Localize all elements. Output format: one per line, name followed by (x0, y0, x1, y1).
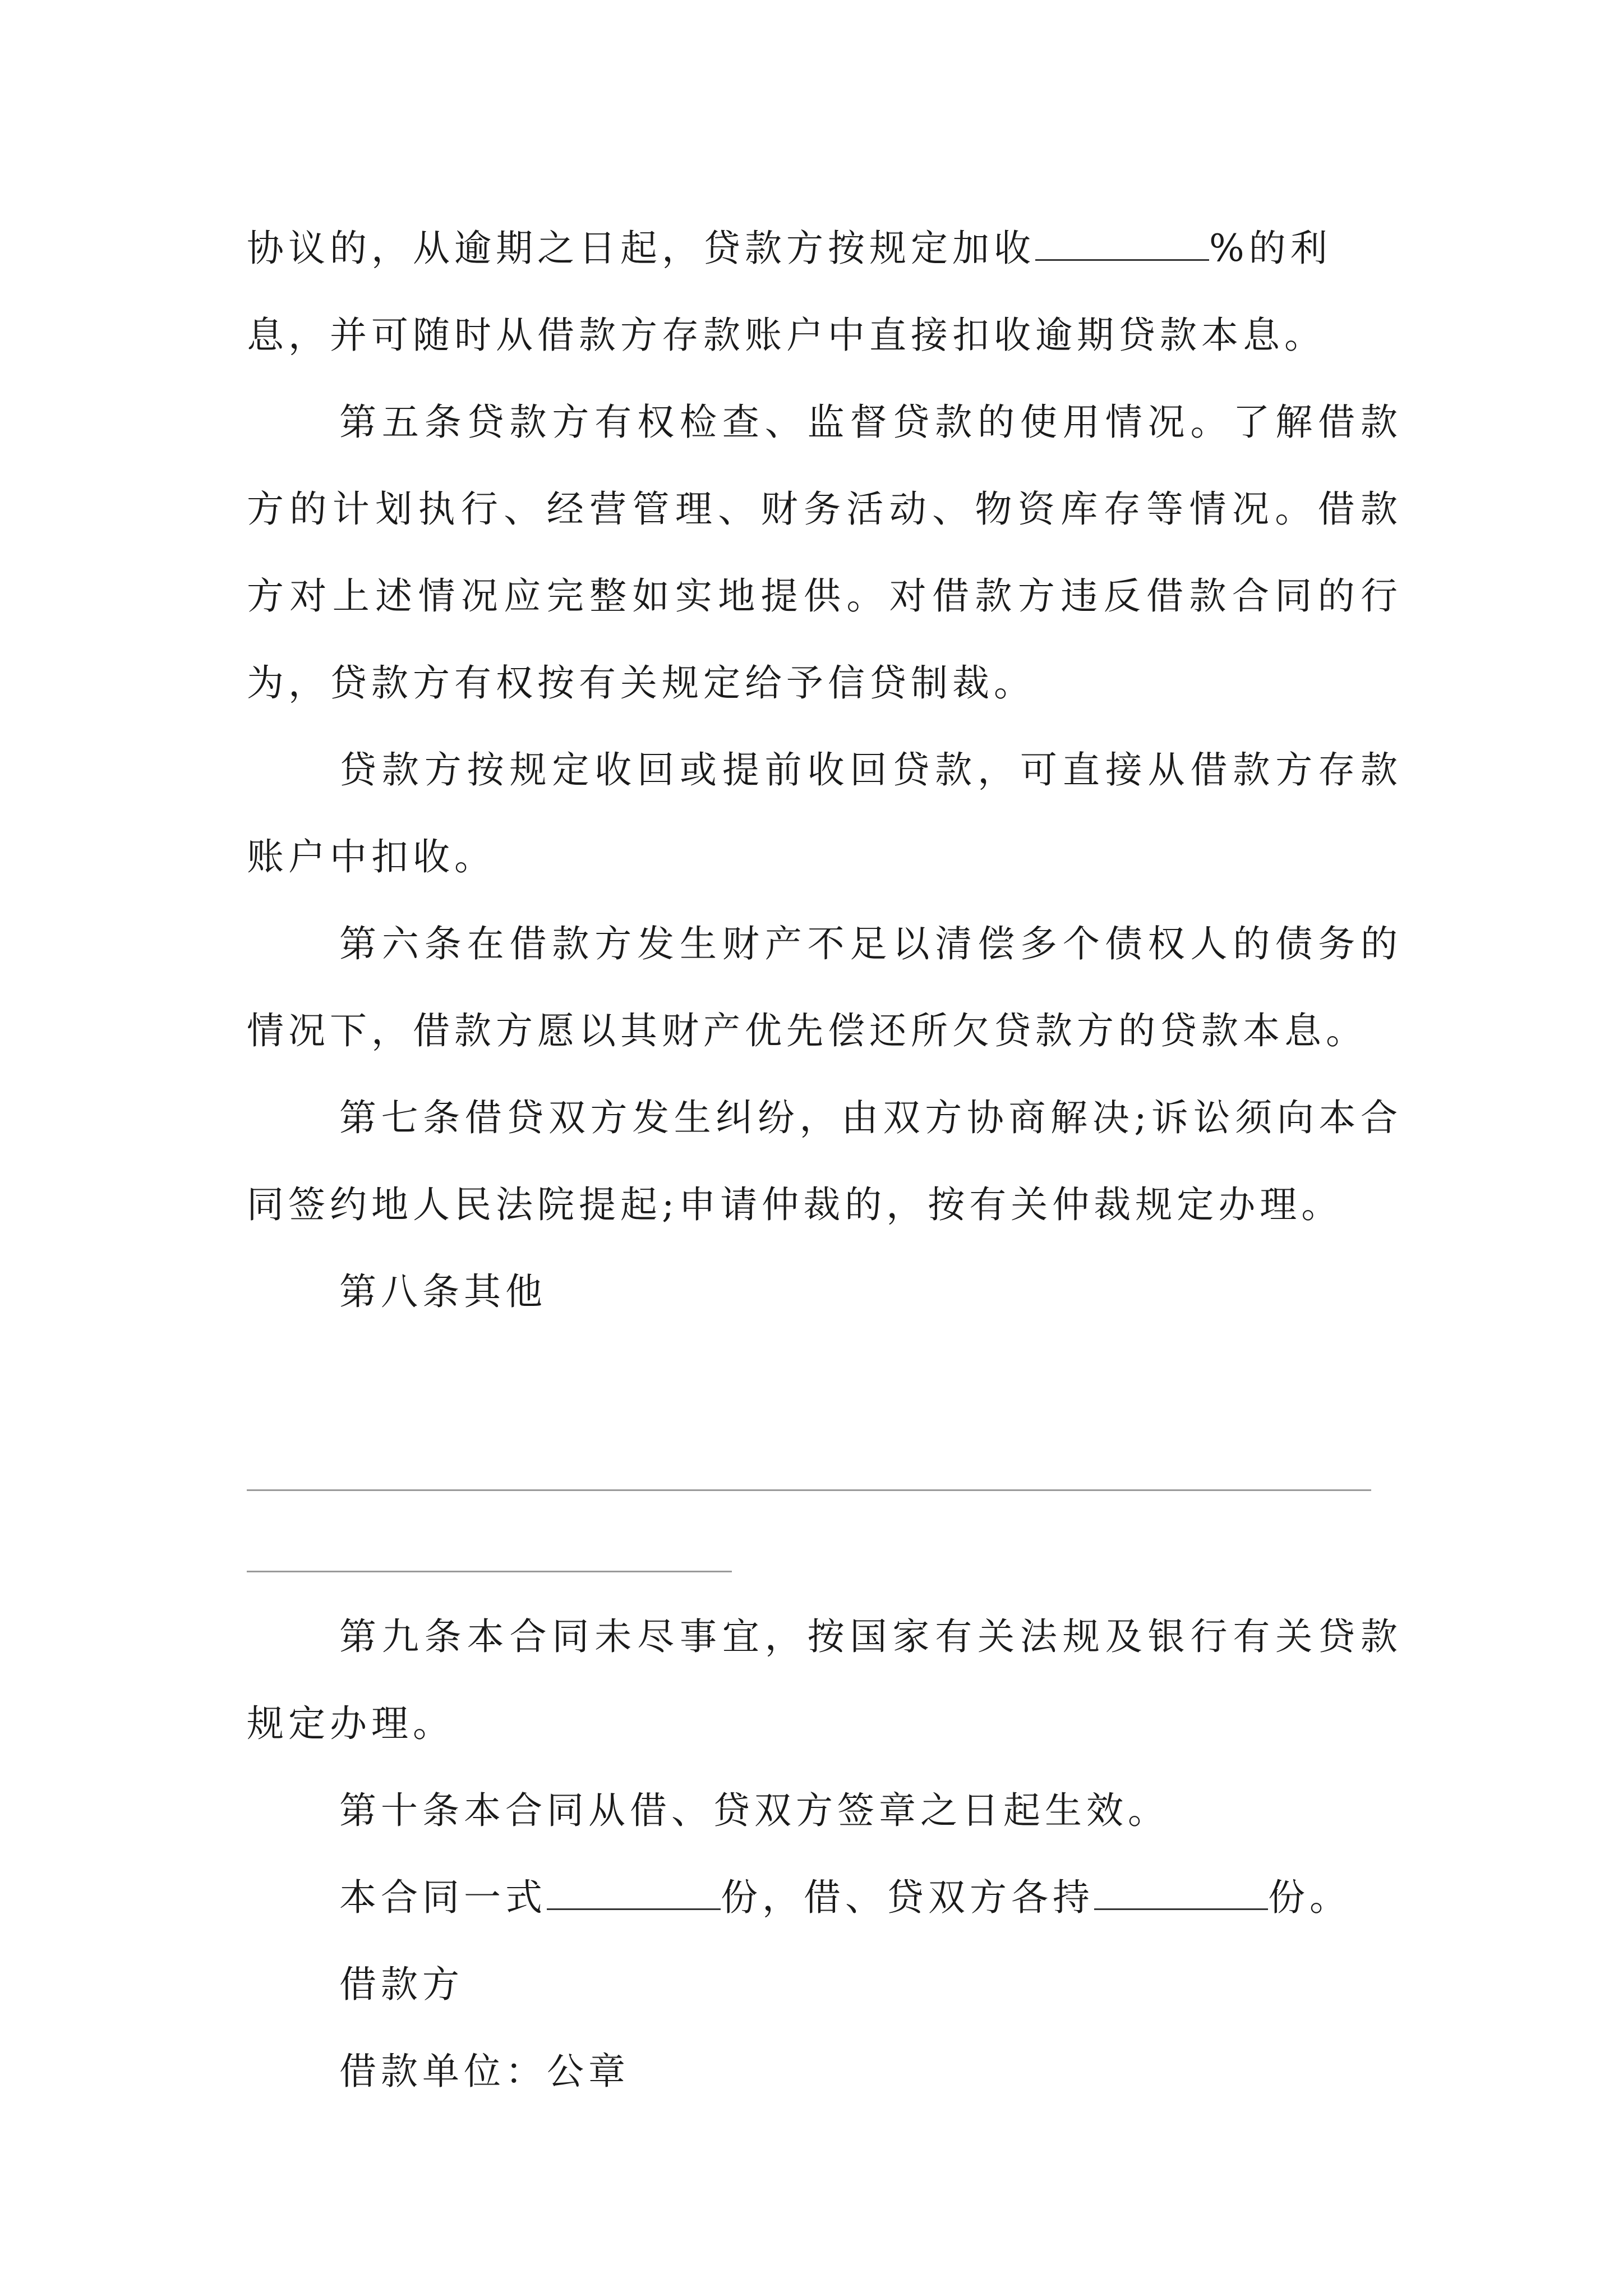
article-5: 第五条贷款方有权检查、监督贷款的使用情况。了解借款方的计划执行、经营管理、财务活动、物资库存等情况。借款方对上述情况应完整如实地提供。对借款方违反借款合同的行为，贷款方有权按有关规定给予信贷制裁。 (247, 401, 1402, 705)
copies-clause (247, 1854, 1402, 1941)
borrower-label: 借款方 (339, 1963, 464, 2006)
document-body-bottom (247, 1593, 1402, 2115)
article-7: 第七条借贷双方发生纠纷，由双方协商解决;诉讼须向本合同签约地人民法院提起;申请仲裁的，按有关仲裁规定办理。 (247, 1096, 1402, 1226)
overdue-line-1 (247, 227, 1332, 270)
copies-text-1: 本合同一式 (339, 1876, 547, 1919)
fill-in-line-short (247, 1571, 732, 1572)
article-8: 第八条其他 (339, 1270, 547, 1313)
article-10: 第十条本合同从借、贷双方签章之日起生效。 (339, 1789, 1169, 1832)
copies-text-3: 份。 (1268, 1876, 1351, 1919)
overdue-text-after: %的利 (1209, 227, 1332, 270)
interest-rate-blank (1035, 226, 1209, 261)
overdue-text-before: 协议的，从逾期之日起，贷款方按规定加收 (247, 227, 1035, 270)
copies-each-blank (1094, 1875, 1268, 1910)
fill-in-line-long (247, 1489, 1371, 1491)
article-5-continuation: 贷款方按规定收回或提前收回贷款，可直接从借款方存款账户中扣收。 (247, 748, 1402, 878)
copies-total-blank (547, 1875, 721, 1910)
borrower-unit-seal: 借款单位：公章 (339, 2050, 630, 2093)
overdue-line-2: 息，并可随时从借款方存款账户中直接扣收逾期贷款本息。 (247, 314, 1326, 357)
article-6: 第六条在借款方发生财产不足以清偿多个债权人的债务的情况下，借款方愿以其财产优先偿还所欠贷款方的贷款本息。 (247, 922, 1402, 1052)
document-body-top (247, 205, 1402, 1335)
copies-text-2: 份，借、贷双方各持 (721, 1876, 1094, 1919)
paragraph-overdue-interest (247, 205, 1402, 379)
article-9: 第九条本合同未尽事宜，按国家有关法规及银行有关贷款规定办理。 (247, 1615, 1402, 1745)
